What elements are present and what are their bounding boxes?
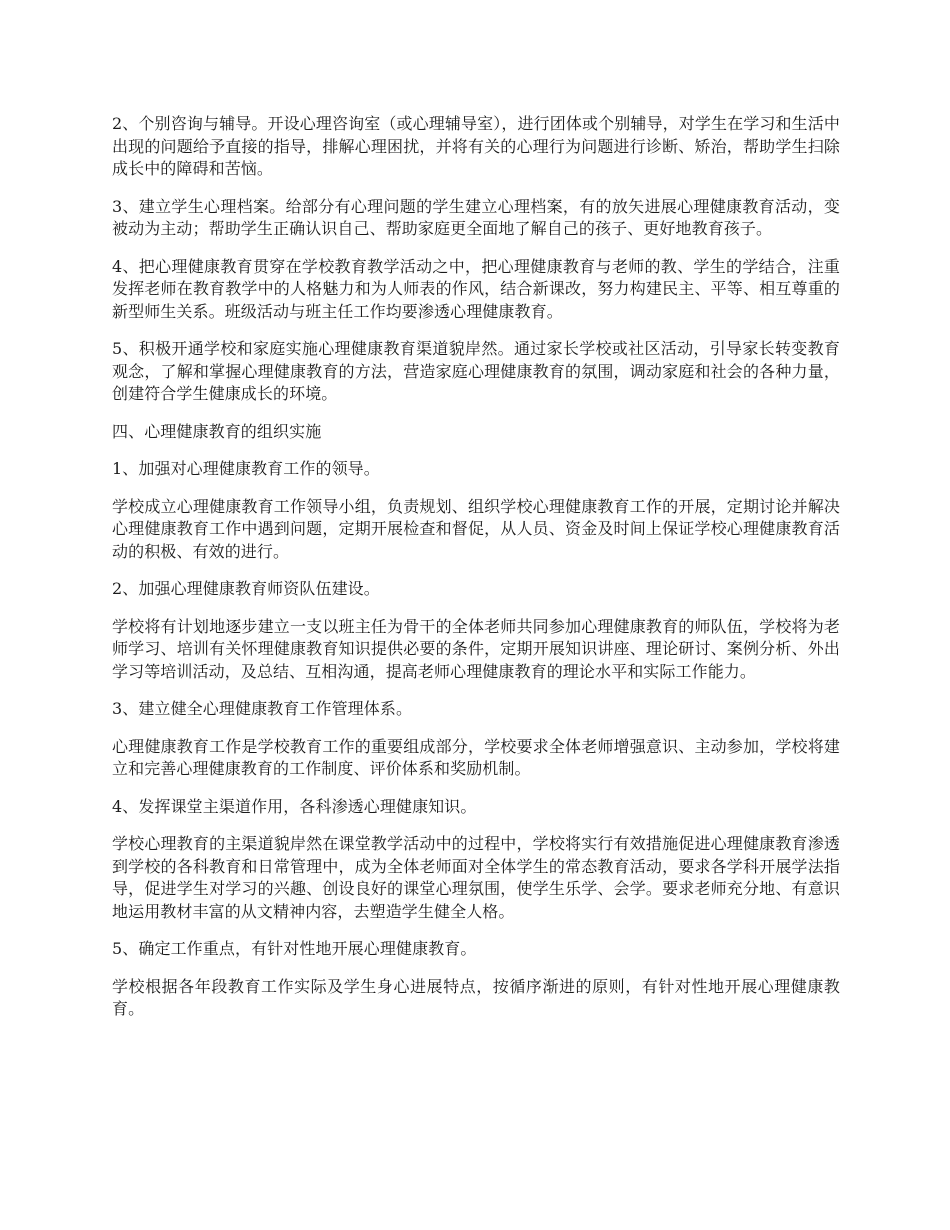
item-heading-teacher-team: 2、加强心理健康教育师资队伍建设。 (112, 579, 380, 598)
paragraph-family-channel: 5、积极开通学校和家庭实施心理健康教育渠道貌岸然。通过家长学校或社区活动，引导家长转变教育观念，了解和掌握心理健康教育的方法，营造家庭心理健康教育的氛围，调动家庭和社会的各种力量，创建符合学生健康成长的环境。 (112, 339, 840, 403)
paragraph-classroom: 学校心理教育的主渠道貌岸然在课堂教学活动中的过程中，学校将实行有效措施促进心理健康教育渗透到学校的各科教育和日常管理中，成为全体老师面对全体学生的常态教育活动，要求各学科开展学法指导，促进学生对学习的兴趣、创设良好的课堂心理氛围，使学生乐学、会学。要求老师充分地、有意识地运用教材丰富的从文精神内容，去塑造学生健全人格。 (112, 834, 840, 921)
paragraph-management-system: 心理健康教育工作是学校教育工作的重要组成部分，学校要求全体老师增强意识、主动参加，学校将建立和完善心理健康教育的工作制度、评价体系和奖励机制。 (112, 736, 840, 778)
document-page (112, 113, 840, 1036)
paragraph-leadership: 学校成立心理健康教育工作领导小组，负责规划、组织学校心理健康教育工作的开展，定期讨论并解决心理健康教育工作中遇到问题，定期开展检查和督促，从人员、资金及时间上保证学校心理健康教育活动的积极、有效的进行。 (112, 496, 840, 561)
paragraph-archives: 3、建立学生心理档案。给部分有心理问题的学生建立心理档案，有的放矢进展心理健康教育活动，变被动为主动；帮助学生正确认识自己、帮助家庭更全面地了解自己的孩子、更好地教育孩子。 (112, 196, 840, 238)
item-heading-leadership: 1、加强对心理健康教育工作的领导。 (112, 459, 380, 478)
item-heading-focus: 5、确定工作重点，有针对性地开展心理健康教育。 (112, 939, 477, 958)
paragraph-teacher-team: 学校将有计划地逐步建立一支以班主任为骨干的全体老师共同参加心理健康教育的师队伍，学校将为老师学习、培训有关怀理健康教育知识提供必要的条件，定期开展知识讲座、理论研讨、案例分析、外出学习等培训活动，及总结、互相沟通，提高老师心理健康教育的理论水平和实际工作能力。 (112, 616, 840, 681)
paragraph-focus: 学校根据各年段教育工作实际及学生身心进展特点，按循序渐进的原则，有针对性地开展心理健康教育。 (112, 976, 840, 1018)
paragraph-teaching-integration: 4、把心理健康教育贯穿在学校教育教学活动之中，把心理健康教育与老师的教、学生的学结合，注重发挥老师在教育教学中的人格魅力和为人师表的作风，结合新课改，努力构建民主、平等、相互尊重的新型师生关系。班级活动与班主任工作均要渗透心理健康教育。 (112, 256, 840, 321)
paragraph-counseling: 2、个别咨询与辅导。开设心理咨询室（或心理辅导室），进行团体或个别辅导，对学生在学习和生活中出现的问题给予直接的指导，排解心理困扰，并将有关的心理行为问题进行诊断、矫治，帮助学生扫除成长中的障碍和苦恼。 (112, 114, 840, 178)
section-heading-organization: 四、心理健康教育的组织实施 (112, 421, 322, 441)
item-heading-management-system: 3、建立健全心理健康教育工作管理体系。 (112, 699, 413, 718)
item-heading-classroom: 4、发挥课堂主渠道作用，各科渗透心理健康知识。 (112, 796, 477, 816)
